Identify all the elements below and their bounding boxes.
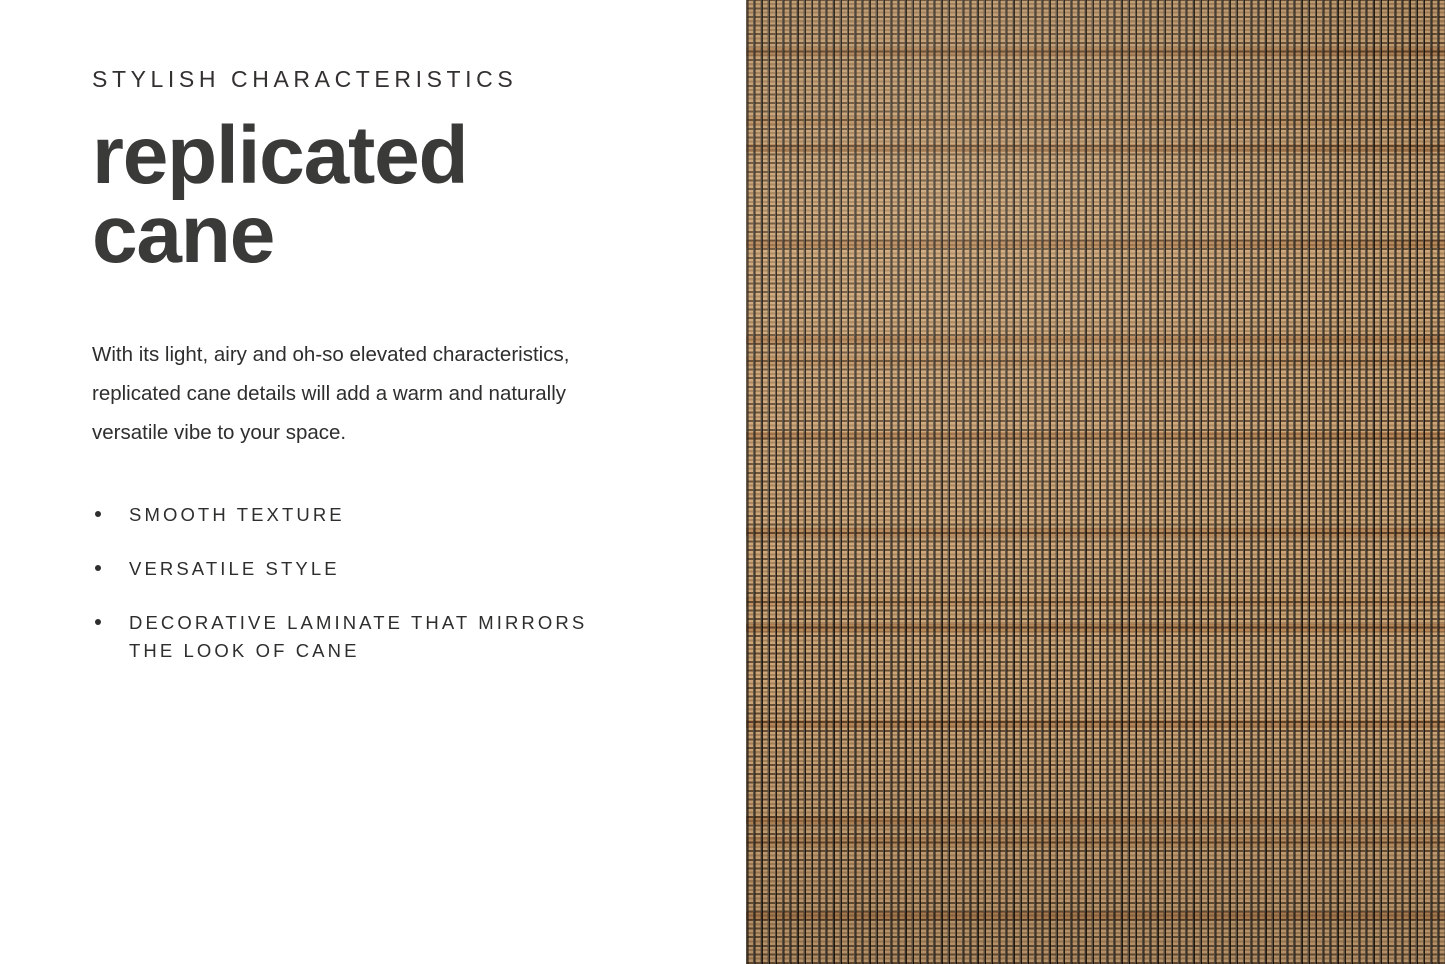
cane-texture-image (746, 0, 1445, 964)
eyebrow-label: STYLISH CHARACTERISTICS (92, 66, 518, 92)
description-text: With its light, airy and oh-so elevated characteristics, replicated cane details will add a warm and naturally versatile vibe to your space. (92, 342, 570, 445)
list-item (92, 555, 629, 583)
list-item (92, 609, 629, 665)
weave-shading-overlay (746, 0, 1445, 964)
list-item-label: VERSATILE STYLE (129, 557, 340, 579)
bullet-icon (95, 511, 101, 517)
list-item-label: DECORATIVE LAMINATE THAT MIRRORS THE LOOK OF CANE (129, 611, 588, 662)
page-title: replicated cane (92, 109, 468, 281)
bullet-icon (95, 619, 101, 625)
list-item (92, 501, 629, 529)
list-item-label: SMOOTH TEXTURE (129, 503, 345, 525)
bullet-icon (95, 565, 101, 571)
feature-list (92, 501, 686, 665)
